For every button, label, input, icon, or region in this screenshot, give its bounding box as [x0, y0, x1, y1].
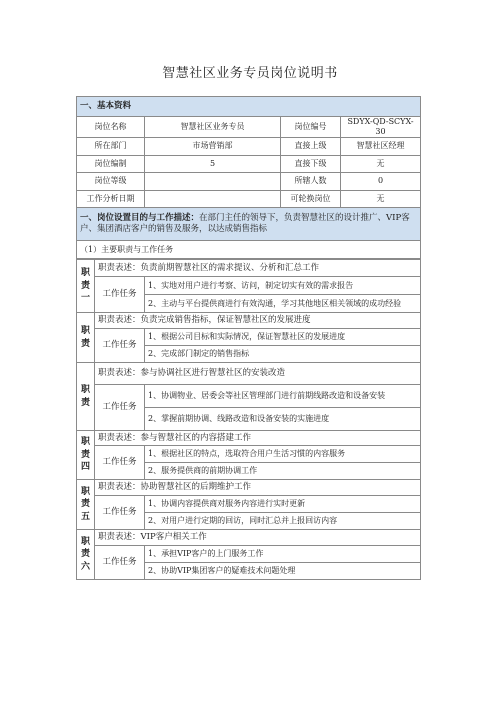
basic-row-post-level — [77, 173, 421, 191]
duty-label: 职 责 四 — [77, 431, 95, 480]
field-label: 直接下级 — [281, 155, 341, 173]
field-value: 5 — [145, 155, 281, 173]
duty-description: 职责表述：协助智慧社区的后期维护工作 — [95, 480, 421, 496]
task-label: 工作任务 — [95, 277, 145, 313]
basic-row-post-name — [77, 117, 421, 138]
basic-row-headcount — [77, 155, 421, 173]
task-item: 1、协调内容提供商对服务内容进行实时更新 — [145, 496, 421, 513]
field-label: 可轮换岗位 — [281, 190, 341, 208]
task-label: 工作任务 — [95, 385, 145, 431]
document-title: 智慧社区业务专员岗位说明书 — [162, 66, 338, 81]
duty-label: 职 责 — [77, 313, 95, 363]
field-label: 直接上级 — [281, 138, 341, 156]
duty-task-row — [77, 385, 421, 408]
purpose-description — [77, 208, 421, 241]
task-item: 2、完成部门制定的销售指标 — [145, 346, 421, 363]
task-item: 1、实地对用户进行考察、访问，制定切实有效的需求报告 — [145, 277, 421, 295]
task-label: 工作任务 — [95, 496, 145, 530]
duty-description: 职责表述：参与协调社区进行智慧社区的安装改造 — [95, 363, 421, 385]
section-basic-info: 一、基本资料 — [77, 97, 421, 117]
basic-info-table — [76, 96, 421, 259]
purpose-text: 在部门主任的领导下，负责智慧社区的设计推广、VIP客 户、集团酒店客户的销售及服务，以达成销售指标 — [80, 212, 410, 234]
field-label: 工作分析日期 — [77, 190, 145, 208]
field-label: 岗位名称 — [77, 117, 145, 138]
duty-header-row — [77, 363, 421, 385]
task-label: 工作任务 — [95, 446, 145, 480]
task-item: 1、根据公司目标和实际情况，保证智慧社区的发展进度 — [145, 329, 421, 346]
field-value — [145, 173, 281, 191]
field-value: 0 — [341, 173, 421, 191]
task-item: 2、服务提供商的前期协调工作 — [145, 463, 421, 480]
field-label: 岗位等级 — [77, 173, 145, 191]
purpose-label: 一、岗位设置目的与工作描述： — [80, 212, 200, 223]
duty-label: 职 责 五 — [77, 480, 95, 530]
field-label: 岗位编号 — [281, 117, 341, 138]
duty-header-row — [77, 313, 421, 329]
task-item: 2、掌握前期协调、线路改造和设备安装的实施进度 — [145, 408, 421, 431]
duty-task-row — [77, 329, 421, 346]
duties-table — [76, 259, 421, 580]
duty-label: 职 责 六 — [77, 530, 95, 580]
task-item: 1、根据社区的特点，选取符合用户生活习惯的内容服务 — [145, 446, 421, 463]
task-label: 工作任务 — [95, 546, 145, 580]
duty-label: 职 责 — [77, 363, 95, 431]
duty-task-row — [77, 277, 421, 295]
duty-description: 职责表述：参与智慧社区的内容搭建工作 — [95, 431, 421, 446]
duty-description: 职责表述：负责完成销售指标，保证智慧社区的发展进度 — [95, 313, 421, 329]
duty-description: 职责表述：VIP客户相关工作 — [95, 530, 421, 546]
field-value: 智慧社区业务专员 — [145, 117, 281, 138]
field-value: 无 — [341, 155, 421, 173]
field-label: 岗位编制 — [77, 155, 145, 173]
duty-header-row — [77, 431, 421, 446]
job-description-form — [76, 96, 420, 580]
field-label: 所在部门 — [77, 138, 145, 156]
duty-label: 职 责 一 — [77, 260, 95, 313]
field-value: SDYX-QD-SCYX-30 — [341, 117, 421, 138]
task-label: 工作任务 — [95, 329, 145, 363]
duty-header-row — [77, 260, 421, 277]
task-item: 1、承担VIP客户的上门服务工作 — [145, 546, 421, 563]
basic-row-department — [77, 138, 421, 156]
field-value: 无 — [341, 190, 421, 208]
duty-task-row — [77, 446, 421, 463]
duty-header-row — [77, 530, 421, 546]
duty-task-row — [77, 496, 421, 513]
field-value: 市场营销部 — [145, 138, 281, 156]
duty-header-row — [77, 480, 421, 496]
field-value: 智慧社区经理 — [341, 138, 421, 156]
field-label: 所辖人数 — [281, 173, 341, 191]
task-item: 2、主动与平台提供商进行有效沟通，学习其他地区相关领域的成功经验 — [145, 295, 421, 313]
duty-description: 职责表述：负责前期智慧社区的需求提议、分析和汇总工作 — [95, 260, 421, 277]
duty-task-row — [77, 546, 421, 563]
task-item: 2、协助VIP集团客户的疑难技术问题处理 — [145, 563, 421, 580]
field-value — [145, 190, 281, 208]
task-item: 1、协调物业、居委会等社区管理部门进行前期线路改造和设备安装 — [145, 385, 421, 408]
main-duties-heading: （1）主要职责与工作任务 — [77, 241, 421, 259]
basic-row-analysis-date — [77, 190, 421, 208]
task-item: 2、对用户进行定期的回访，同时汇总并上报回访内容 — [145, 513, 421, 530]
